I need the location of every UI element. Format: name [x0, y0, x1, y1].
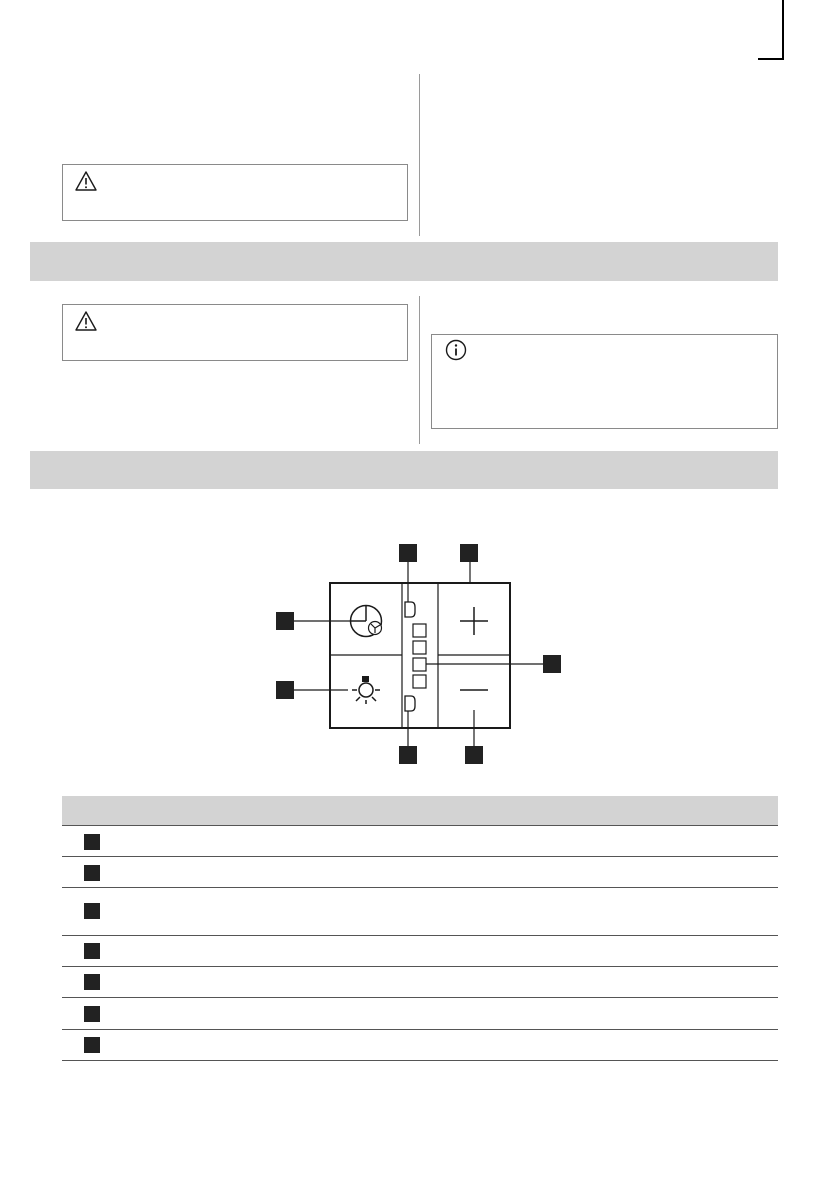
table-row	[62, 857, 778, 888]
fan-timer-icon[interactable]	[351, 606, 382, 637]
plus-icon[interactable]	[460, 607, 488, 635]
table-row	[62, 967, 778, 998]
info-box	[431, 334, 778, 429]
control-panel-diagram	[0, 520, 839, 780]
column-divider	[419, 74, 420, 236]
crop-mark-horizontal	[758, 58, 784, 60]
table-row	[62, 826, 778, 857]
section-header-band-1	[30, 242, 778, 281]
light-bulb-icon[interactable]	[352, 676, 380, 704]
table-row	[62, 1030, 778, 1061]
warning-box-top	[62, 164, 408, 221]
table-header	[62, 796, 778, 826]
table-row	[62, 888, 778, 936]
warning-icon	[75, 311, 97, 331]
crop-mark-vertical	[782, 0, 784, 60]
warning-box-middle	[62, 304, 408, 361]
info-icon	[445, 339, 467, 361]
table-row	[62, 936, 778, 967]
warning-icon	[75, 171, 97, 191]
column-divider	[419, 296, 420, 444]
table-row	[62, 998, 778, 1030]
section-header-band-2	[30, 451, 778, 489]
